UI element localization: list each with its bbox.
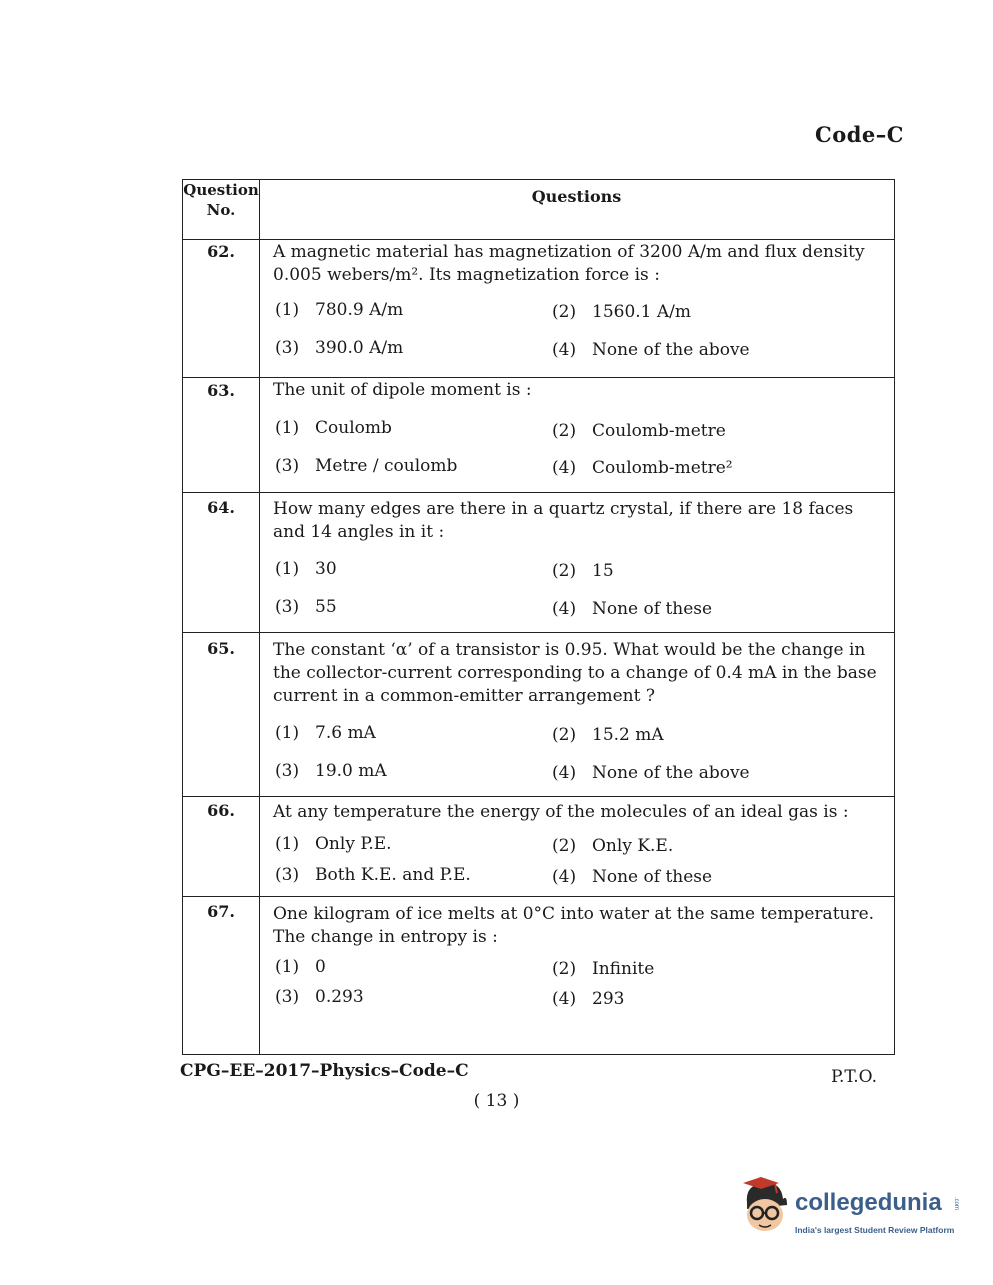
row-divider [183,492,894,493]
option [552,988,624,1010]
row-divider [183,796,894,797]
page-number: ( 13 ) [473,1091,520,1111]
option-text: Only P.E. [315,834,392,854]
watermark-brand: collegedunia [795,1189,942,1216]
question-text: How many edges are there in a quartz crystal, if there are 18 faces and 14 angles in it : [273,499,854,542]
option-number: (3) [275,987,300,1007]
option [275,558,337,580]
question-text: One kilogram of ice melts at 0°C into water at the same temperature. The change in entropy is : [273,904,875,947]
question-number: 65. [207,639,235,658]
option [275,722,376,744]
question-text: The unit of dipole moment is : [273,380,532,400]
option [552,420,726,442]
watermark-suffix: .com [953,1197,959,1211]
option-number: (4) [552,458,577,478]
option [275,864,471,886]
option-text: 0.293 [315,987,364,1007]
watermark-tagline: India's largest Student Review Platform [795,1225,955,1235]
option-text: 0 [315,957,326,977]
option [552,724,664,746]
pto-label: P.T.O. [831,1067,877,1087]
question-number: 62. [207,242,235,261]
option-number: (2) [552,302,577,322]
option-number: (3) [275,597,300,617]
option-number: (2) [552,421,577,441]
option-text: Coulomb-metre² [592,458,733,478]
option-number: (2) [552,561,577,581]
option-text: None of these [592,867,713,887]
option [275,760,387,782]
option [275,417,392,439]
option-text: 7.6 mA [315,723,376,743]
option [552,560,614,582]
option [552,762,750,784]
option-text: Both K.E. and P.E. [315,865,471,885]
option-number: (3) [275,761,300,781]
option-number: (4) [552,867,577,887]
option [275,956,326,978]
option-text: 15.2 mA [592,725,664,745]
mascot-logo-icon [737,1175,793,1245]
row-divider [183,632,894,633]
option [275,299,403,321]
option-text: 19.0 mA [315,761,387,781]
option-number: (4) [552,763,577,783]
option [552,598,712,620]
option-text: Coulomb [315,418,392,438]
option-number: (3) [275,865,300,885]
option-number: (1) [275,834,300,854]
option-text: None of the above [592,763,750,783]
option-number: (3) [275,338,300,358]
option-number: (4) [552,340,577,360]
questions-header: Questions [531,187,622,206]
option [275,833,392,855]
row-divider [183,239,894,240]
option-number: (2) [552,959,577,979]
option-number: (1) [275,723,300,743]
option-number: (1) [275,559,300,579]
row-divider [183,377,894,378]
option-text: Infinite [592,959,655,979]
question-table [182,179,895,1055]
option-number: (1) [275,418,300,438]
option-text: 55 [315,597,337,617]
option [275,337,403,359]
option-text: 15 [592,561,614,581]
option-text: 1560.1 A/m [592,302,692,322]
option-number: (4) [552,989,577,1009]
question-text: At any temperature the energy of the molecules of an ideal gas is : [273,802,849,822]
option [275,596,337,618]
option-text: 30 [315,559,337,579]
option-text: Only K.E. [592,836,674,856]
paper-code-label: Code–C [815,122,904,147]
option [552,958,654,980]
option [552,835,673,857]
option-number: (2) [552,725,577,745]
question-number-header: Question No. [183,181,259,219]
option [552,339,750,361]
option [552,301,691,323]
question-number: 67. [207,902,235,921]
collegedunia-watermark [737,1175,967,1245]
option-number: (1) [275,957,300,977]
option [552,457,733,479]
question-text: The constant ‘α’ of a transistor is 0.95. What would be the change in the collector-current corresponding to a change of 0.4 mA in the base current in a common-emitter arrangement ? [273,640,877,706]
option [275,986,364,1008]
option-text: 390.0 A/m [315,338,404,358]
option-text: 293 [592,989,625,1009]
option [275,455,457,477]
question-number: 64. [207,498,235,517]
column-divider [259,180,260,1054]
paper-code-footer: CPG–EE–2017–Physics–Code–C [180,1061,469,1081]
question-number: 63. [207,381,235,400]
option-text: 780.9 A/m [315,300,404,320]
option-text: Metre / coulomb [315,456,458,476]
question-text: A magnetic material has magnetization of 3200 A/m and flux density 0.005 webers/m². Its magnetization force is : [273,242,865,285]
option-number: (4) [552,599,577,619]
question-number: 66. [207,801,235,820]
option-number: (3) [275,456,300,476]
option-text: None of these [592,599,713,619]
option-text: None of the above [592,340,750,360]
option-number: (1) [275,300,300,320]
row-divider [183,896,894,897]
option-text: Coulomb-metre [592,421,726,441]
option [552,866,712,888]
option-number: (2) [552,836,577,856]
